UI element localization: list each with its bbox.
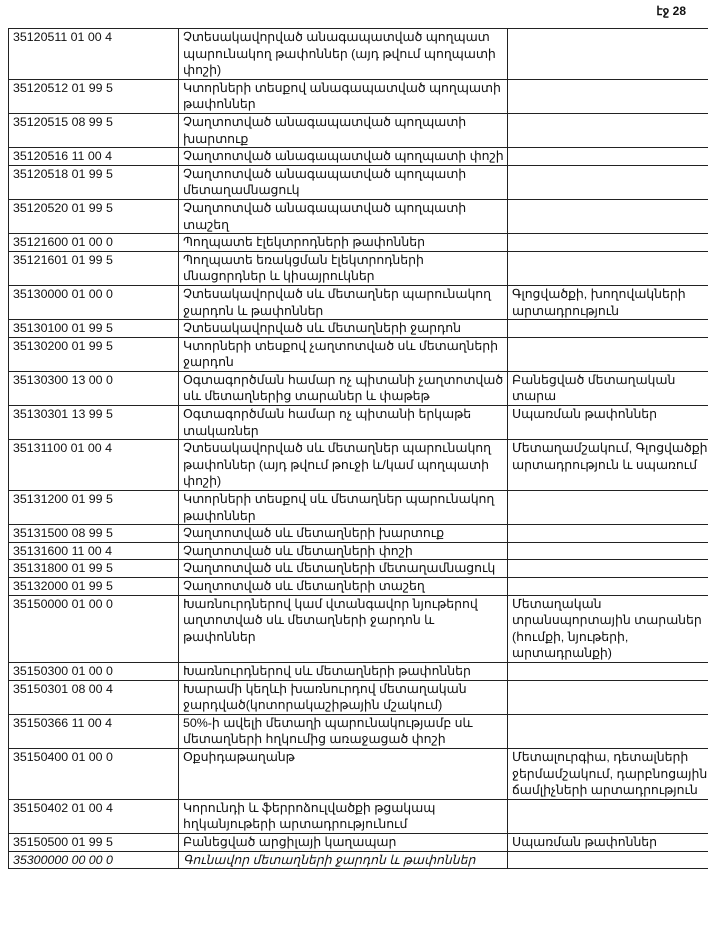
table-row	[9, 799, 708, 833]
description-cell: Չտեսակավորված սև մետաղների ջարդոն	[179, 320, 508, 338]
code-cell: 35131100 01 00 4	[9, 440, 179, 491]
description-cell: Չաղտոտված անագապատված պողպատի մետաղամնացուկ	[179, 165, 508, 199]
source-cell	[508, 851, 708, 869]
code-cell: 35131600 11 00 4	[9, 542, 179, 560]
code-cell: 35131200 01 99 5	[9, 491, 179, 525]
code-cell: 35130000 01 00 0	[9, 285, 179, 319]
table-row	[9, 148, 708, 166]
code-cell: 35131800 01 99 5	[9, 560, 179, 578]
source-cell	[508, 799, 708, 833]
source-cell	[508, 29, 708, 80]
source-cell	[508, 234, 708, 252]
description-cell: Կտորների տեսքով սև մետաղներ պարունակող թափոններ	[179, 491, 508, 525]
table-row	[9, 680, 708, 714]
table-row	[9, 371, 708, 405]
code-cell: 35130200 01 99 5	[9, 337, 179, 371]
description-cell: Չաղտոտված սև մետաղների փոշի	[179, 542, 508, 560]
source-cell	[508, 662, 708, 680]
code-cell: 35120518 01 99 5	[9, 165, 179, 199]
source-cell	[508, 337, 708, 371]
code-cell: 35150300 01 00 0	[9, 662, 179, 680]
table-row	[9, 714, 708, 748]
source-cell	[508, 714, 708, 748]
description-cell: Խառնուրդներով սև մետաղների թափոններ	[179, 662, 508, 680]
description-cell: Օքսիդաթաղանթ	[179, 748, 508, 799]
source-cell	[508, 148, 708, 166]
table-row	[9, 113, 708, 147]
code-cell: 35150400 01 00 0	[9, 748, 179, 799]
table-row	[9, 748, 708, 799]
source-cell: Սպառման թափոններ	[508, 406, 708, 440]
description-cell: Խարամի կեղևի խառնուրդով մետաղական ջարդված(կոտորակաշիթային մշակում)	[179, 680, 508, 714]
description-cell: Չտեսակավորված սև մետաղներ պարունակող թափոններ (այդ թվում թուջի և/կամ պողպատի փոշի)	[179, 440, 508, 491]
description-cell: Չաղտոտված սև մետաղների խարտուք	[179, 525, 508, 543]
source-cell: Մետաղամշակում, Գլոցվածքի արտադրություն և սպառում	[508, 440, 708, 491]
table-row	[9, 285, 708, 319]
description-cell: Բանեցված արցիլայի կաղապար	[179, 833, 508, 851]
table-row	[9, 525, 708, 543]
table-row	[9, 406, 708, 440]
description-cell: Չաղտոտված սև մետաղների տաշեղ	[179, 578, 508, 596]
table-row	[9, 542, 708, 560]
code-cell: 35120520 01 99 5	[9, 199, 179, 233]
description-cell: Չաղտոտված անագապատված պողպատի տաշեղ	[179, 199, 508, 233]
code-cell: 35300000 00 00 0	[9, 851, 179, 869]
table-row	[9, 79, 708, 113]
table-row	[9, 491, 708, 525]
code-cell: 35150500 01 99 5	[9, 833, 179, 851]
code-cell: 35120512 01 99 5	[9, 79, 179, 113]
source-cell	[508, 251, 708, 285]
table-row	[9, 578, 708, 596]
table-row	[9, 440, 708, 491]
description-cell: Չտեսակավորված անագապատված պողպատ պարունակող թափոններ (այդ թվում պողպատի փոշի)	[179, 29, 508, 80]
source-cell	[508, 165, 708, 199]
code-cell: 35120515 08 99 5	[9, 113, 179, 147]
description-cell: Չաղտոտված անագապատված պողպատի փոշի	[179, 148, 508, 166]
description-cell: Չաղտոտված անագապատված պողպատի խարտուք	[179, 113, 508, 147]
description-cell: Պողպատե եռակցման էլեկտրոդների մնացորդներ և կիսայրուկներ	[179, 251, 508, 285]
code-cell: 35150301 08 00 4	[9, 680, 179, 714]
table-row	[9, 851, 708, 869]
waste-codes-table	[8, 28, 708, 869]
description-cell: Չտեսակավորված սև մետաղներ պարունակող ջարդոն և թափոններ	[179, 285, 508, 319]
description-cell: 50%-ի ավելի մետաղի պարունակությամբ սև մետաղների հղկումից առաջացած փոշի	[179, 714, 508, 748]
description-cell: Օգտագործման համար ոչ պիտանի երկաթե տակառներ	[179, 406, 508, 440]
description-cell: Չաղտոտված սև մետաղների մետաղամնացուկ	[179, 560, 508, 578]
table-row	[9, 199, 708, 233]
table-row	[9, 595, 708, 662]
source-cell	[508, 560, 708, 578]
source-cell	[508, 680, 708, 714]
description-cell: Կտորների տեսքով անագապատված պողպատի թափոններ	[179, 79, 508, 113]
table-row	[9, 320, 708, 338]
code-cell: 35132000 01 99 5	[9, 578, 179, 596]
page-number: էջ 28	[656, 4, 686, 18]
table-row	[9, 165, 708, 199]
code-cell: 35130300 13 00 0	[9, 371, 179, 405]
code-cell: 35150402 01 00 4	[9, 799, 179, 833]
code-cell: 35120516 11 00 4	[9, 148, 179, 166]
code-cell: 35150366 11 00 4	[9, 714, 179, 748]
source-cell: Բանեցված մետաղական տարա	[508, 371, 708, 405]
code-cell: 35121601 01 99 5	[9, 251, 179, 285]
description-cell: Պողպատե էլեկտրոդների թափոններ	[179, 234, 508, 252]
code-cell: 35121600 01 00 0	[9, 234, 179, 252]
description-cell: Գունավոր մետաղների ջարդոն և թափոններ	[179, 851, 508, 869]
source-cell	[508, 578, 708, 596]
table-row	[9, 560, 708, 578]
table-row	[9, 662, 708, 680]
table-row	[9, 833, 708, 851]
description-cell: Օգտագործման համար ոչ պիտանի չաղտոտված սև մետաղներից տարաներ և փաթեթ	[179, 371, 508, 405]
source-cell	[508, 199, 708, 233]
source-cell	[508, 542, 708, 560]
table-row	[9, 29, 708, 80]
source-cell	[508, 79, 708, 113]
source-cell: Մետաղական տրանսպորտային տարաներ (հումքի, նյութերի, արտադրանքի)	[508, 595, 708, 662]
table-row	[9, 234, 708, 252]
code-cell: 35120511 01 00 4	[9, 29, 179, 80]
source-cell	[508, 320, 708, 338]
source-cell: Գլոցվածքի, խողովակների արտադրություն	[508, 285, 708, 319]
table-row	[9, 251, 708, 285]
table-row	[9, 337, 708, 371]
description-cell: Խառնուրդներով կամ վտանգավոր նյութերով աղտոտված սև մետաղների ջարդոն և թափոններ	[179, 595, 508, 662]
source-cell	[508, 113, 708, 147]
description-cell: Կորունդի և ֆերրոձուլվածքի թցակապ հղկանյութերի արտադրությունում	[179, 799, 508, 833]
code-cell: 35150000 01 00 0	[9, 595, 179, 662]
source-cell	[508, 491, 708, 525]
code-cell: 35130301 13 99 5	[9, 406, 179, 440]
code-cell: 35130100 01 99 5	[9, 320, 179, 338]
source-cell	[508, 525, 708, 543]
description-cell: Կտորների տեսքով չաղտոտված սև մետաղների ջարդոն	[179, 337, 508, 371]
code-cell: 35131500 08 99 5	[9, 525, 179, 543]
source-cell: Մետալուրգիա, դետալների ջերմամշակում, դարբնոցային ճամլիչների արտադրություն	[508, 748, 708, 799]
source-cell: Սպառման թափոններ	[508, 833, 708, 851]
